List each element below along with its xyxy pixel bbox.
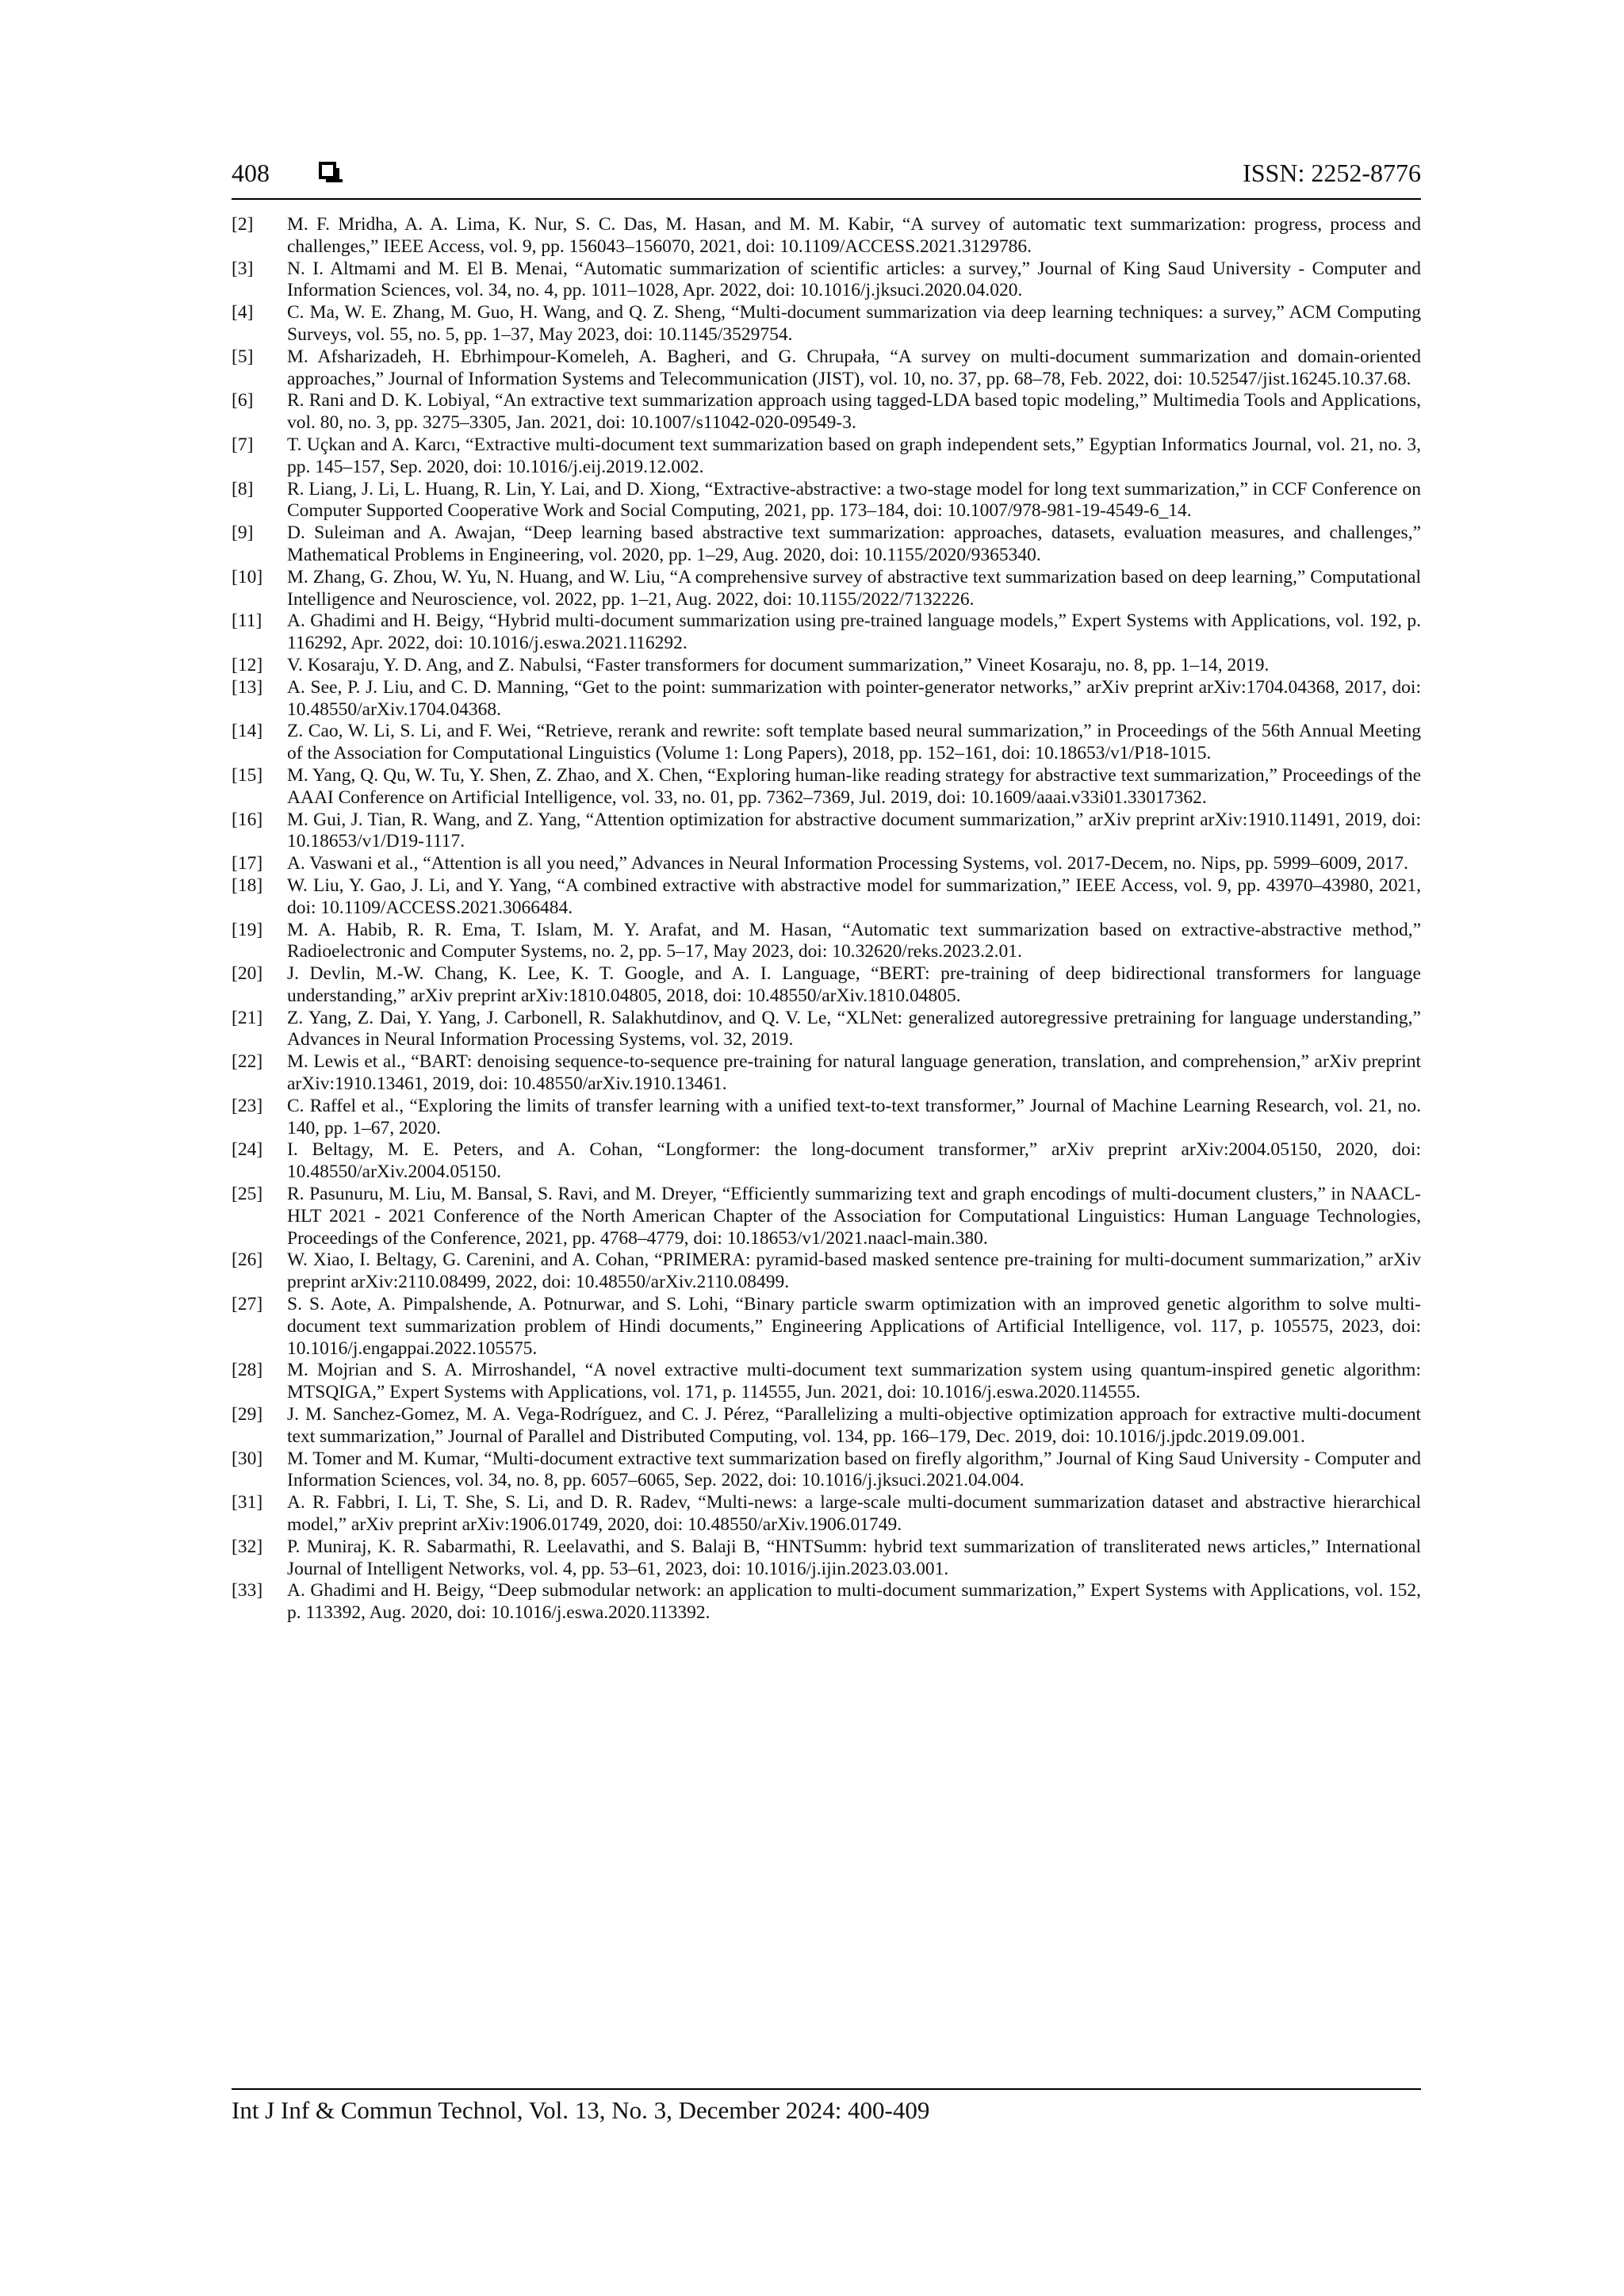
square-icon xyxy=(319,162,336,179)
reference-number: [10] xyxy=(232,566,263,587)
reference-number: [31] xyxy=(232,1492,263,1513)
reference-text: M. Lewis et al., “BART: denoising sequence-to-sequence pre-training for natural language generation, translation, and comprehension,” arXiv preprint arXiv:1910.13461, 2019, doi: 10.48550/arXiv.1910.13461. xyxy=(287,1051,1421,1095)
reference-text: P. Muniraj, K. R. Sabarmathi, R. Leelavathi, and S. Balaji B, “HNTSumm: hybrid text summarization of transliterated news articles,” International Journal of Intelligent Networks, vol. 4, pp. 53–61, 2023, doi: 10.1016/j.ijin.2023.03.001. xyxy=(287,1536,1421,1579)
reference-number: [15] xyxy=(232,764,263,786)
reference-item xyxy=(232,1249,1421,1294)
reference-number: [6] xyxy=(232,390,254,411)
reference-number: [20] xyxy=(232,963,263,985)
reference-item xyxy=(232,1536,1421,1581)
reference-text: R. Liang, J. Li, L. Huang, R. Lin, Y. Lai, and D. Xiong, “Extractive-abstractive: a two-stage model for long text summarization,” in CCF Conference on Computer Supported Cooperative Work and Social Computing, 2021, pp. 173–184, doi: 10.1007/978-981-19-4549-6_14. xyxy=(287,478,1421,522)
reference-number: [28] xyxy=(232,1360,263,1381)
reference-text: M. F. Mridha, A. A. Lima, K. Nur, S. C. Das, M. Hasan, and M. M. Kabir, “A survey of automatic text summarization: progress, process and challenges,” IEEE Access, vol. 9, pp. 156043–156070, 2021, doi: 10.1109/ACCESS.2021.3129786. xyxy=(287,214,1421,257)
reference-text: D. Suleiman and A. Awajan, “Deep learning based abstractive text summarization: approaches, datasets, evaluation measures, and challenges,” Mathematical Problems in Engineering, vol. 2020, pp. 1–29, Aug. 2020, doi: 10.1155/2020/9365340. xyxy=(287,522,1421,565)
reference-text: C. Ma, W. E. Zhang, M. Guo, H. Wang, and Q. Z. Sheng, “Multi-document summarization via deep learning techniques: a survey,” ACM Computing Surveys, vol. 55, no. 5, pp. 1–37, May 2023, doi: 10.1145/3529754. xyxy=(287,302,1421,345)
reference-item xyxy=(232,809,1421,854)
reference-text: W. Liu, Y. Gao, J. Li, and Y. Yang, “A combined extractive with abstractive model for summarization,” IEEE Access, vol. 9, pp. 43970–43980, 2021, doi: 10.1109/ACCESS.2021.3066484. xyxy=(287,874,1421,918)
reference-item xyxy=(232,302,1421,346)
issn-label: ISSN: 2252-8776 xyxy=(1243,159,1421,187)
reference-text: M. Afsharizadeh, H. Ebrhimpour-Komeleh, A. Bagheri, and G. Chrupała, “A survey on multi-document summarization and domain-oriented approaches,” Journal of Information Systems and Telecommunication (JIST), vol. 10, no. 37, pp. 68–78, Feb. 2022, doi: 10.52547/jist.16245.10.37.68. xyxy=(287,346,1421,389)
reference-number: [25] xyxy=(232,1184,263,1205)
reference-number: [14] xyxy=(232,721,263,742)
reference-item xyxy=(232,1184,1421,1249)
reference-item xyxy=(232,677,1421,721)
reference-text: W. Xiao, I. Beltagy, G. Carenini, and A. Cohan, “PRIMERA: pyramid-based masked sentence pre-training for multi-document summarization,” arXiv preprint arXiv:2110.08499, 2022, doi: 10.48550/arXiv.2110.08499. xyxy=(287,1249,1421,1293)
reference-number: [26] xyxy=(232,1249,263,1271)
reference-number: [9] xyxy=(232,522,254,544)
reference-item xyxy=(232,1008,1421,1052)
reference-text: A. See, P. J. Liu, and C. D. Manning, “Get to the point: summarization with pointer-generator networks,” arXiv preprint arXiv:1704.04368, 2017, doi: 10.48550/arXiv.1704.04368. xyxy=(287,676,1421,720)
reference-text: A. R. Fabbri, I. Li, T. She, S. Li, and D. R. Radev, “Multi-news: a large-scale multi-document summarization dataset and abstractive hierarchical model,” arXiv preprint arXiv:1906.01749, 2020, doi: 10.48550/arXiv.1906.01749. xyxy=(287,1492,1421,1536)
reference-text: C. Raffel et al., “Exploring the limits of transfer learning with a unified text-to-text transformer,” Journal of Machine Learning Research, vol. 21, no. 140, pp. 1–67, 2020. xyxy=(287,1095,1421,1138)
reference-number: [4] xyxy=(232,302,254,323)
reference-text: M. Mojrian and S. A. Mirroshandel, “A novel extractive multi-document text summarization system using quantum-inspired genetic algorithm: MTSQIGA,” Expert Systems with Applications, vol. 171, p. 114555, Jun. 2021, doi: 10.1016/j.eswa.2020.114555. xyxy=(287,1360,1421,1403)
reference-number: [32] xyxy=(232,1536,263,1557)
reference-item xyxy=(232,1096,1421,1140)
reference-item xyxy=(232,1051,1421,1096)
reference-text: M. A. Habib, R. R. Ema, T. Islam, M. Y. Arafat, and M. Hasan, “Automatic text summarization based on extractive-abstractive method,” Radioelectronic and Computer Systems, no. 2, pp. 5–17, May 2023, doi: 10.32620/reks.2023.2.01. xyxy=(287,919,1421,962)
reference-text: Z. Cao, W. Li, S. Li, and F. Wei, “Retrieve, rerank and rewrite: soft template based neural summarization,” in Proceedings of the 56th Annual Meeting of the Association for Computational Linguistics (Volume 1: Long Papers), 2018, pp. 152–161, doi: 10.18653/v1/P18-1015. xyxy=(287,721,1421,764)
reference-number: [12] xyxy=(232,654,263,675)
reference-text: M. Gui, J. Tian, R. Wang, and Z. Yang, “Attention optimization for abstractive document summarization,” arXiv preprint arXiv:1910.11491, 2019, doi: 10.18653/v1/D19-1117. xyxy=(287,809,1421,852)
reference-item xyxy=(232,765,1421,809)
reference-list xyxy=(232,214,1421,1624)
reference-item xyxy=(232,1580,1421,1624)
reference-item xyxy=(232,258,1421,303)
reference-text: I. Beltagy, M. E. Peters, and A. Cohan, “Longformer: the long-document transformer,” arXiv preprint arXiv:2004.05150, 2020, doi: 10.48550/arXiv.2004.05150. xyxy=(287,1139,1421,1183)
reference-number: [22] xyxy=(232,1051,263,1073)
reference-text: A. Ghadimi and H. Beigy, “Hybrid multi-document summarization using pre-trained language models,” Expert Systems with Applications, vol. 192, p. 116292, Apr. 2022, doi: 10.1016/j.eswa.2021.116292. xyxy=(287,610,1421,654)
reference-number: [29] xyxy=(232,1404,263,1425)
reference-item xyxy=(232,479,1421,523)
reference-item xyxy=(232,1448,1421,1493)
reference-item xyxy=(232,346,1421,391)
reference-item xyxy=(232,875,1421,920)
reference-item xyxy=(232,214,1421,258)
reference-item xyxy=(232,721,1421,765)
reference-text: V. Kosaraju, Y. D. Ang, and Z. Nabulsi, “Faster transformers for document summarization,” Vineet Kosaraju, no. 8, pp. 1–14, 2019. xyxy=(287,654,1270,675)
reference-number: [17] xyxy=(232,853,263,874)
reference-text: S. S. Aote, A. Pimpalshende, A. Potnurwar, and S. Lohi, “Binary particle swarm optimization with an improved genetic algorithm to solve multi-document text summarization problem of Hindi documents,” Engineering Applications of Artificial Intelligence, vol. 117, p. 105575, 2023, doi: 10.1016/j.engappai.2022.105575. xyxy=(287,1294,1421,1359)
reference-item xyxy=(232,390,1421,434)
reference-text: R. Pasunuru, M. Liu, M. Bansal, S. Ravi, and M. Dreyer, “Efficiently summarizing text and graph encodings of multi-document clusters,” in NAACL-HLT 2021 - 2021 Conference of the North American Chapter of the Association for Computational Linguistics: Human Language Technologies, Proceedings of the Conference, 2021, pp. 4768–4779, doi: 10.18653/v1/2021.naacl-main.380. xyxy=(287,1184,1421,1249)
reference-item xyxy=(232,963,1421,1008)
page-header xyxy=(232,154,1421,200)
reference-number: [24] xyxy=(232,1139,263,1161)
reference-item xyxy=(232,610,1421,655)
reference-text: A. Ghadimi and H. Beigy, “Deep submodular network: an application to multi-document summarization,” Expert Systems with Applications, vol. 152, p. 113392, Aug. 2020, doi: 10.1016/j.eswa.2020.113392. xyxy=(287,1580,1421,1624)
reference-text: N. I. Altmami and M. El B. Menai, “Automatic summarization of scientific articles: a survey,” Journal of King Saud University - Computer and Information Sciences, vol. 34, no. 4, pp. 1011–1028, Apr. 2022, doi: 10.1016/j.jksuci.2020.04.020. xyxy=(287,258,1421,301)
reference-text: T. Uçkan and A. Karcı, “Extractive multi-document text summarization based on graph independent sets,” Egyptian Informatics Journal, vol. 21, no. 3, pp. 145–157, Sep. 2020, doi: 10.1016/j.eij.2019.12.002. xyxy=(287,434,1421,477)
reference-number: [16] xyxy=(232,809,263,830)
reference-item xyxy=(232,522,1421,567)
reference-item xyxy=(232,920,1421,964)
reference-text: A. Vaswani et al., “Attention is all you need,” Advances in Neural Information Processing Systems, vol. 2017-Decem, no. Nips, pp. 5999–6009, 2017. xyxy=(287,853,1408,874)
reference-number: [11] xyxy=(232,610,262,632)
reference-text: J. M. Sanchez-Gomez, M. A. Vega-Rodríguez, and C. J. Pérez, “Parallelizing a multi-objective optimization approach for extractive multi-document text summarization,” Journal of Parallel and Distributed Computing, vol. 134, pp. 166–179, Dec. 2019, doi: 10.1016/j.jpdc.2019.09.001. xyxy=(287,1404,1421,1447)
reference-number: [2] xyxy=(232,214,254,235)
reference-item xyxy=(232,655,1421,677)
reference-text: M. Tomer and M. Kumar, “Multi-document extractive text summarization based on firefly algorithm,” Journal of King Saud University - Computer and Information Sciences, vol. 34, no. 8, pp. 6057–6065, Sep. 2022, doi: 10.1016/j.jksuci.2021.04.004. xyxy=(287,1448,1421,1491)
reference-text: M. Zhang, G. Zhou, W. Yu, N. Huang, and W. Liu, “A comprehensive survey of abstractive text summarization based on deep learning,” Computational Intelligence and Neuroscience, vol. 2022, pp. 1–21, Aug. 2022, doi: 10.1155/2022/7132226. xyxy=(287,566,1421,610)
reference-number: [5] xyxy=(232,346,254,367)
reference-number: [18] xyxy=(232,874,263,896)
reference-number: [7] xyxy=(232,434,254,455)
reference-item xyxy=(232,434,1421,479)
reference-text: M. Yang, Q. Qu, W. Tu, Y. Shen, Z. Zhao, and X. Chen, “Exploring human-like reading strategy for abstractive text summarization,” Proceedings of the AAAI Conference on Artificial Intelligence, vol. 33, no. 01, pp. 7362–7369, Jul. 2019, doi: 10.1609/aaai.v33i01.33017362. xyxy=(287,764,1421,808)
reference-item xyxy=(232,1139,1421,1184)
reference-item xyxy=(232,1360,1421,1404)
reference-text: R. Rani and D. K. Lobiyal, “An extractive text summarization approach using tagged-LDA based topic modeling,” Multimedia Tools and Applications, vol. 80, no. 3, pp. 3275–3305, Jan. 2021, doi: 10.1007/s11042-020-09549-3. xyxy=(287,390,1421,434)
reference-number: [8] xyxy=(232,478,254,499)
reference-text: J. Devlin, M.-W. Chang, K. Lee, K. T. Google, and A. I. Language, “BERT: pre-training of deep bidirectional transformers for language understanding,” arXiv preprint arXiv:1810.04805, 2018, doi: 10.48550/arXiv.1810.04805. xyxy=(287,963,1421,1006)
reference-item xyxy=(232,1294,1421,1360)
reference-text: Z. Yang, Z. Dai, Y. Yang, J. Carbonell, R. Salakhutdinov, and Q. V. Le, “XLNet: generalized autoregressive pretraining for language understanding,” Advances in Neural Information Processing Systems, vol. 32, 2019. xyxy=(287,1007,1421,1050)
reference-number: [30] xyxy=(232,1448,263,1469)
page-footer: Int J Inf & Commun Technol, Vol. 13, No. 3, December 2024: 400-409 xyxy=(232,2088,1421,2126)
reference-item xyxy=(232,567,1421,611)
reference-item xyxy=(232,1404,1421,1448)
reference-number: [19] xyxy=(232,919,263,940)
reference-number: [33] xyxy=(232,1580,263,1601)
reference-number: [21] xyxy=(232,1007,263,1028)
reference-number: [23] xyxy=(232,1095,263,1116)
reference-item xyxy=(232,1492,1421,1536)
reference-number: [13] xyxy=(232,676,263,698)
page-number: 408 xyxy=(232,159,270,187)
reference-number: [27] xyxy=(232,1294,263,1315)
reference-number: [3] xyxy=(232,258,254,279)
reference-item xyxy=(232,853,1421,875)
